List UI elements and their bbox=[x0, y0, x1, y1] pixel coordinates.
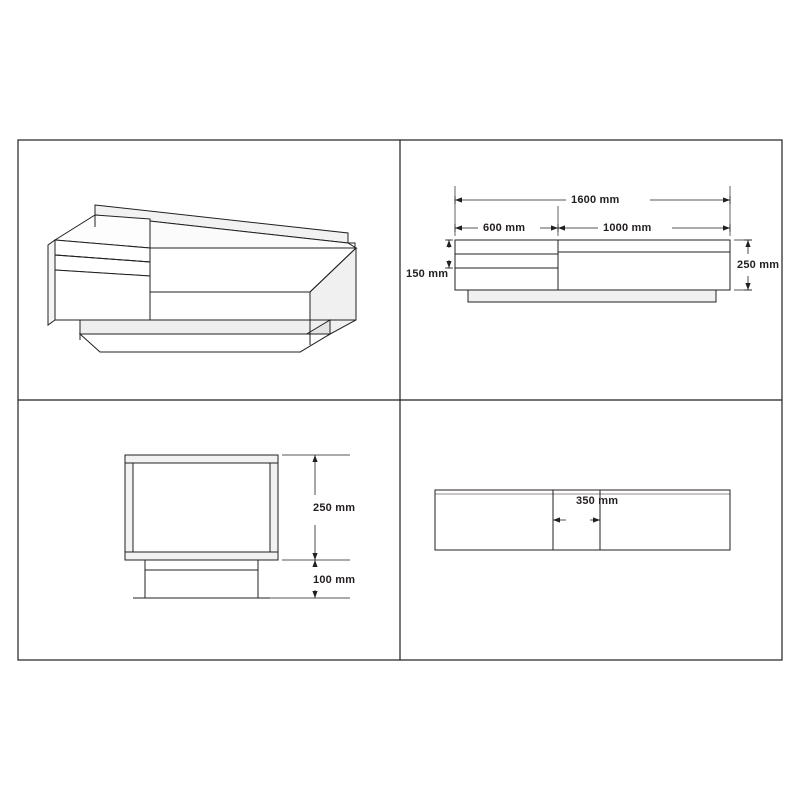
dim-side-height-label: 250 mm bbox=[313, 502, 356, 514]
dim-left-drawer-width-label: 600 mm bbox=[483, 222, 526, 234]
dim-front-right-height-label: 250 mm bbox=[737, 259, 780, 271]
dim-base-height-label: 100 mm bbox=[313, 574, 356, 586]
dim-top-depth-label: 350 mm bbox=[576, 495, 619, 507]
dim-right-drawer-width-label: 1000 mm bbox=[603, 222, 652, 234]
dim-front-left-height-label: 150 mm bbox=[406, 268, 449, 280]
dim-overall-width-label: 1600 mm bbox=[571, 194, 620, 206]
